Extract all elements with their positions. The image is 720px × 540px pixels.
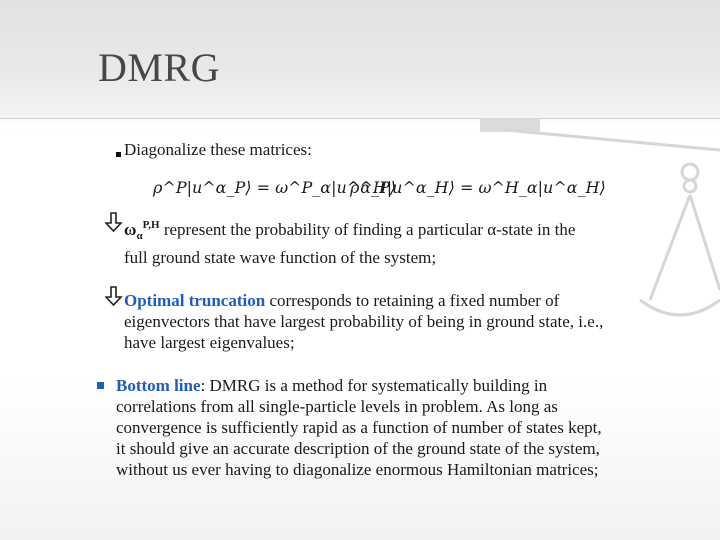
- bottom-line5: without us ever having to diagonalize enormous Hamiltonian matrices;: [116, 460, 599, 479]
- bullet-marker: [116, 152, 121, 157]
- down-arrow-icon: [105, 212, 123, 232]
- optimal-paragraph: [124, 290, 714, 353]
- bottom-line4: it should give an accurate description of the ground state of the system,: [116, 439, 600, 458]
- square-bullet: [97, 382, 104, 389]
- omega-text-line2: full ground state wave function of the system;: [124, 248, 437, 267]
- bottom-line2: correlations from all single-particle levels in problem. As long as: [116, 397, 558, 416]
- intro-text: Diagonalize these matrices:: [124, 140, 312, 159]
- bottom-paragraph: [116, 375, 716, 480]
- formula-h: ρ^H|u^α_H⟩ = ω^H_α|u^α_H⟩: [350, 178, 606, 197]
- optimal-line1: corresponds to retaining a fixed number of: [265, 291, 560, 310]
- omega-paragraph: [124, 215, 714, 268]
- optimal-highlight: Optimal truncation: [124, 291, 266, 310]
- omega-text-line1: represent the probability of finding a particular α-state in the: [159, 220, 576, 239]
- bottom-line1: : DMRG is a method for systematically building in: [200, 376, 548, 395]
- optimal-line2: eigenvectors that have largest probability of being in ground state, i.e.,: [124, 312, 604, 331]
- bottom-highlight: Bottom line: [116, 376, 201, 395]
- formula-p: ρ^P|u^α_P⟩ = ω^P_α|u^α_P⟩: [153, 178, 397, 197]
- down-arrow-icon: [105, 286, 123, 306]
- omega-subscript: α: [136, 230, 143, 242]
- optimal-line3: have largest eigenvalues;: [124, 333, 295, 352]
- page-title: DMRG: [98, 45, 221, 90]
- omega-superscript: P,H: [142, 219, 160, 231]
- bottom-line3: convergence is sufficiently rapid as a function of number of states kept,: [116, 418, 602, 437]
- omega-symbol: ω: [124, 220, 137, 239]
